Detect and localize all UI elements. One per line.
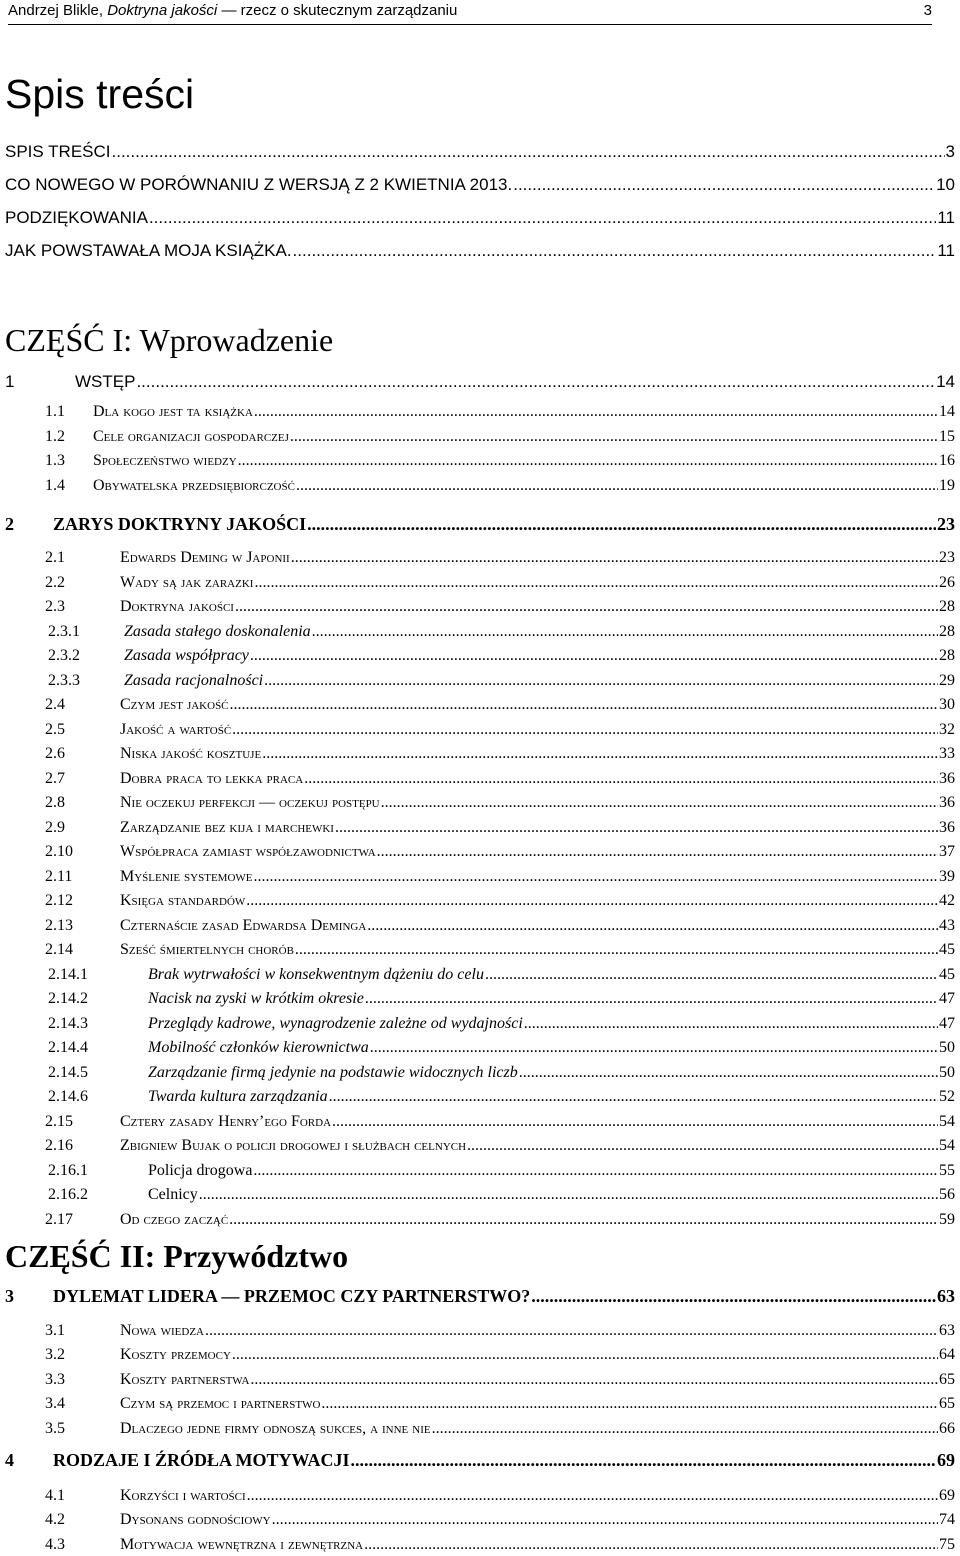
dot-leader: [485, 967, 938, 983]
toc-entry-number: 3.5: [45, 1419, 65, 1437]
toc-entry-number: 2.7: [45, 769, 65, 787]
dot-leader: [519, 1065, 938, 1081]
toc-entry[interactable]: [48, 624, 955, 640]
header-page-number: 3: [923, 2, 932, 19]
toc-entry[interactable]: [48, 648, 955, 664]
dot-leader: [254, 404, 938, 420]
toc-entry-number: 2.13: [45, 916, 73, 934]
toc-entry-number: 1.2: [45, 427, 65, 445]
toc-entry-number: 2.14.4: [48, 1039, 88, 1056]
toc-entry-number: 2.12: [45, 892, 73, 909]
toc-entry-number: 2: [5, 514, 14, 534]
dot-leader: [524, 1016, 938, 1032]
header-book-title: Doktryna jakości: [107, 2, 218, 19]
toc-entry[interactable]: [5, 1451, 955, 1469]
toc-entry[interactable]: [48, 967, 955, 983]
toc-entry-number: 3: [5, 1286, 14, 1306]
toc-entry[interactable]: [27, 550, 955, 566]
dot-leader: [370, 1040, 938, 1056]
toc-entry[interactable]: [48, 1065, 955, 1081]
toc-entry[interactable]: [27, 478, 955, 494]
dot-leader: [364, 1537, 938, 1553]
toc-entry[interactable]: [27, 429, 955, 445]
toc-entry[interactable]: [27, 869, 955, 885]
toc-entry-page: 14: [936, 372, 955, 391]
toc-entry-page: 39: [939, 867, 955, 885]
toc-entry-number: 2.14.5: [48, 1063, 88, 1081]
toc-entry-title: Dlaczego jedne firmy odnoszą sukces, a inne nie: [120, 1419, 431, 1437]
dot-leader: [304, 771, 938, 787]
toc-entry-page: 50: [939, 1063, 955, 1081]
toc-entry-number: 2.14: [45, 941, 73, 958]
toc-entry-page: 56: [939, 1186, 955, 1203]
toc-entry-page: 3: [945, 142, 955, 161]
toc-entry[interactable]: [27, 1396, 955, 1412]
dot-leader: [232, 1347, 938, 1363]
toc-entry-title: Korzyści i wartości: [120, 1487, 246, 1504]
toc-entry-number: 3.3: [45, 1370, 65, 1388]
toc-entry[interactable]: [27, 1347, 955, 1363]
toc-entry[interactable]: [27, 722, 955, 738]
toc-entry-page: 36: [939, 794, 955, 811]
dot-leader: [321, 1396, 938, 1412]
toc-entry[interactable]: [5, 242, 955, 259]
dot-leader: [246, 893, 938, 909]
header-subtitle: — rzecz o skutecznym zarządzaniu: [221, 2, 458, 19]
toc-entry-number: 2.9: [45, 818, 65, 836]
toc-entry-title: Zarządzanie firmą jedynie na podstawie widocznych liczb: [148, 1063, 518, 1081]
toc-entry-page: 16: [939, 452, 955, 470]
toc-entry[interactable]: [5, 515, 955, 533]
toc-entry-number: 3.2: [45, 1346, 65, 1364]
toc-entry-number: 3.1: [45, 1322, 65, 1339]
dot-leader: [229, 1212, 938, 1228]
part-1-heading: CZĘŚĆ I: Wprowadzenie: [5, 322, 334, 358]
toc-entry[interactable]: [27, 1488, 955, 1504]
toc-entry-title: Nowa wiedza: [120, 1322, 204, 1339]
toc-entry-title: Cztery zasady Henry’ego Forda: [120, 1112, 332, 1130]
toc-entry-title: Zasada współpracy: [124, 647, 249, 664]
toc-entry-number: 2.16: [45, 1137, 73, 1154]
dot-leader: [295, 942, 938, 958]
toc-entry-page: 33: [939, 745, 955, 762]
toc-entry[interactable]: [27, 1138, 955, 1154]
dot-leader: [293, 242, 937, 259]
toc-entry-number: 1: [5, 372, 15, 391]
dot-leader: [205, 1323, 938, 1339]
toc-entry-page: 32: [939, 720, 955, 738]
toc-entry[interactable]: [27, 1512, 955, 1528]
dot-leader: [272, 1512, 938, 1528]
toc-entry-page: 42: [939, 892, 955, 909]
toc-entry-title: RODZAJE I ŹRÓDŁA MOTYWACJI: [53, 1450, 350, 1470]
toc-entry-page: 19: [939, 476, 955, 494]
toc-entry[interactable]: [27, 453, 955, 469]
toc-entry-title: Twarda kultura zarządzania: [148, 1088, 328, 1105]
toc-entry-page: 14: [939, 403, 955, 420]
toc-entry-number: 2.14.3: [48, 1014, 88, 1032]
toc-entry[interactable]: [48, 1187, 955, 1203]
toc-entry-page: 37: [939, 843, 955, 860]
toc-entry-title: Motywacja wewnętrzna i zewnętrzna: [120, 1535, 364, 1553]
toc-entry-page: 45: [939, 965, 955, 983]
toc-entry[interactable]: [5, 143, 955, 160]
toc-entry-title: Przeglądy kadrowe, wynagrodzenie zależne od wydajności: [148, 1014, 523, 1032]
toc-entry-title: Koszty partnerstwa: [120, 1370, 250, 1388]
toc-entry-page: 43: [939, 916, 955, 934]
toc-entry-title: Dla kogo jest ta książka: [93, 403, 253, 420]
toc-entry-title: JAK POWSTAWAŁA MOJA KSIĄŻKA.: [5, 241, 292, 260]
toc-entry-title: Czym jest jakość: [120, 696, 229, 713]
toc-entry[interactable]: [27, 1212, 955, 1228]
toc-entry-page: 28: [939, 622, 955, 640]
toc-entry-page: 26: [939, 573, 955, 591]
part-2-heading: CZĘŚĆ II: Przywództwo: [5, 1238, 349, 1274]
toc-entry-title: Brak wytrwałości w konsekwentnym dążeniu do celu: [148, 965, 484, 983]
toc-entry-title: CO NOWEGO W PORÓWNANIU Z WERSJĄ Z 2 KWIETNIA 2013.: [5, 175, 513, 194]
toc-entry[interactable]: [27, 1323, 955, 1339]
toc-entry-page: 29: [939, 671, 955, 689]
dot-leader: [112, 143, 945, 160]
dot-leader: [312, 624, 938, 640]
toc-entry[interactable]: [48, 673, 955, 689]
toc-entry[interactable]: [27, 599, 955, 615]
dot-leader: [253, 1163, 938, 1179]
toc-entry-title: Policja drogowa: [148, 1161, 253, 1179]
toc-entry-page: 64: [939, 1346, 955, 1364]
toc-entry-page: 47: [939, 990, 955, 1007]
toc-entry-title: WSTĘP: [75, 372, 136, 391]
dot-leader: [235, 599, 938, 615]
dot-leader: [291, 550, 938, 566]
toc-entry-number: 1.3: [45, 452, 65, 470]
toc-entry-number: 1.4: [45, 476, 65, 494]
running-header: [8, 2, 932, 25]
toc-entry-number: 2.17: [45, 1210, 73, 1228]
toc-entry[interactable]: [27, 844, 955, 860]
toc-entry-title: Od czego zacząć: [120, 1210, 229, 1228]
dot-leader: [149, 209, 936, 226]
toc-entry-page: 11: [937, 241, 955, 260]
toc-entry-number: 2.1: [45, 549, 65, 566]
toc-entry-title: Celnicy: [148, 1186, 198, 1203]
toc-entry-page: 36: [939, 769, 955, 787]
dot-leader: [367, 918, 938, 934]
dot-leader: [513, 176, 935, 193]
toc-entry-page: 11: [937, 208, 955, 227]
toc-entry-page: 10: [936, 175, 955, 194]
toc-entry[interactable]: [48, 991, 955, 1007]
toc-entry-page: 65: [939, 1395, 955, 1413]
dot-leader: [254, 575, 938, 591]
dot-leader: [365, 991, 938, 1007]
toc-entry-title: Obywatelska przedsiębiorczość: [93, 476, 295, 494]
dot-leader: [335, 820, 938, 836]
dot-leader: [262, 746, 938, 762]
toc-entry-title: Koszty przemocy: [120, 1346, 231, 1364]
toc-entry[interactable]: [27, 746, 955, 762]
page-title: Spis treści: [5, 71, 195, 117]
dot-leader: [199, 1187, 938, 1203]
toc-entry-page: 69: [937, 1450, 955, 1470]
toc-entry-title: Czym są przemoc i partnerstwo: [120, 1395, 321, 1413]
toc-entry-page: 63: [937, 1286, 955, 1306]
toc-entry[interactable]: [27, 893, 955, 909]
toc-entry-number: 4.2: [45, 1511, 65, 1529]
toc-entry-number: 2.14.2: [48, 990, 88, 1007]
dot-leader: [432, 1421, 938, 1437]
dot-leader: [264, 673, 938, 689]
toc-entry-number: 2.16.1: [48, 1161, 88, 1179]
toc-entry[interactable]: [5, 176, 955, 193]
dot-leader: [307, 515, 936, 533]
dot-leader: [296, 478, 938, 494]
toc-entry-page: 52: [939, 1088, 955, 1105]
toc-entry-number: 2.5: [45, 720, 65, 738]
toc-entry-page: 55: [939, 1161, 955, 1179]
toc-entry-title: Wady są jak zarazki: [120, 573, 254, 591]
toc-entry-page: 15: [939, 427, 955, 445]
toc-entry-title: Księga standardów: [120, 892, 246, 909]
toc-entry-page: 69: [939, 1487, 955, 1504]
toc-entry-title: Nie oczekuj perfekcji — oczekuj postępu: [120, 794, 380, 811]
toc-entry-page: 23: [939, 549, 955, 566]
toc-entry-page: 30: [939, 696, 955, 713]
toc-entry-number: 2.3.3: [48, 671, 80, 689]
toc-entry-title: Zbigniew Bujak o policji drogowej i służbach celnych: [120, 1137, 467, 1154]
toc-entry-number: 2.16.2: [48, 1186, 88, 1203]
toc-entry[interactable]: [27, 918, 955, 934]
toc-entry[interactable]: [27, 1421, 955, 1437]
toc-entry-number: 2.14.1: [48, 965, 88, 983]
toc-entry-title: Zarządzanie bez kija i marchewki: [120, 818, 334, 836]
toc-entry-number: 4: [5, 1450, 14, 1470]
dot-leader: [290, 429, 938, 445]
toc-entry-number: 2.8: [45, 794, 65, 811]
toc-entry-number: 2.11: [45, 867, 73, 885]
toc-entry-title: ZARYS DOKTRYNY JAKOŚCI: [53, 514, 307, 534]
toc-entry-title: PODZIĘKOWANIA: [5, 208, 148, 227]
dot-leader: [247, 1488, 938, 1504]
toc-entry-title: Zasada stałego doskonalenia: [124, 622, 311, 640]
toc-entry[interactable]: [5, 209, 955, 226]
toc-entry-number: 2.3.1: [48, 622, 80, 640]
toc-entry[interactable]: [27, 1537, 955, 1553]
toc-entry[interactable]: [27, 820, 955, 836]
dot-leader: [230, 697, 938, 713]
toc-entry-page: 47: [939, 1014, 955, 1032]
toc-entry-page: 66: [939, 1419, 955, 1437]
dot-leader: [332, 1114, 938, 1130]
toc-entry-title: Niska jakość kosztuje: [120, 745, 262, 762]
toc-entry-title: Nacisk na zyski w krótkim okresie: [148, 990, 364, 1007]
dot-leader: [250, 648, 938, 664]
header-author: Andrzej Blikle,: [8, 2, 104, 19]
toc-entry-page: 65: [939, 1370, 955, 1388]
toc-entry-number: 2.3.2: [48, 647, 80, 664]
toc-entry-page: 59: [939, 1210, 955, 1228]
dot-leader: [467, 1138, 938, 1154]
toc-entry-title: Współpraca zamiast współzawodnictwa: [120, 843, 376, 860]
dot-leader: [381, 795, 938, 811]
toc-entry-title: Edwards Deming w Japonii: [120, 549, 290, 566]
toc-entry-title: SPIS TREŚCI: [5, 142, 111, 161]
dot-leader: [254, 869, 939, 885]
toc-entry-page: 74: [939, 1511, 955, 1529]
toc-entry[interactable]: [27, 575, 955, 591]
toc-entry-title: Doktryna jakości: [120, 598, 234, 615]
toc-entry-title: Cele organizacji gospodarczej: [93, 427, 289, 445]
toc-entry-page: 23: [937, 514, 955, 534]
toc-entry-number: 2.6: [45, 745, 65, 762]
dot-leader: [238, 453, 938, 469]
dot-leader: [250, 1372, 938, 1388]
toc-entry-number: 1.1: [45, 403, 65, 420]
toc-entry-title: Dysonans godnościowy: [120, 1511, 271, 1529]
dot-leader: [329, 1089, 938, 1105]
toc-entry-title: Czternaście zasad Edwardsa Deminga: [120, 916, 367, 934]
toc-entry-title: Społeczeństwo wiedzy: [93, 452, 237, 470]
toc-entry[interactable]: [27, 942, 955, 958]
toc-entry-number: 2.2: [45, 573, 65, 591]
toc-entry-page: 63: [939, 1322, 955, 1339]
header-text: [8, 2, 457, 19]
toc-entry[interactable]: [27, 795, 955, 811]
toc-entry[interactable]: [27, 404, 955, 420]
toc-entry-title: Myślenie systemowe: [120, 867, 253, 885]
dot-leader: [531, 1287, 936, 1305]
toc-entry-number: 4.1: [45, 1487, 65, 1504]
toc-entry-page: 45: [939, 941, 955, 958]
toc-entry-number: 3.4: [45, 1395, 65, 1413]
toc-entry[interactable]: [48, 1040, 955, 1056]
toc-entry[interactable]: [27, 1114, 955, 1130]
toc-entry-page: 54: [939, 1112, 955, 1130]
toc-entry[interactable]: [27, 1372, 955, 1388]
toc-entry[interactable]: [48, 1016, 955, 1032]
dot-leader: [232, 722, 938, 738]
toc-entry-number: 4.3: [45, 1535, 65, 1553]
toc-entry-number: 2.14.6: [48, 1088, 88, 1105]
toc-entry-page: 50: [939, 1039, 955, 1056]
toc-entry-number: 2.15: [45, 1112, 73, 1130]
toc-entry-page: 75: [939, 1535, 955, 1553]
toc-entry-number: 2.4: [45, 696, 65, 713]
toc-entry-number: 2.10: [45, 843, 73, 860]
dot-leader: [136, 373, 935, 390]
toc-entry-title: Mobilność członków kierownictwa: [148, 1039, 369, 1056]
toc-entry-title: Sześć śmiertelnych chorób: [120, 941, 294, 958]
dot-leader: [377, 844, 938, 860]
toc-entry-page: 28: [939, 598, 955, 615]
dot-leader: [351, 1451, 936, 1469]
toc-entry-number: 2.3: [45, 598, 65, 615]
toc-entry-title: Zasada racjonalności: [124, 671, 264, 689]
toc-entry[interactable]: [48, 1163, 955, 1179]
toc-entry-page: 54: [939, 1137, 955, 1154]
toc-entry-title: Dobra praca to lekka praca: [120, 769, 304, 787]
toc-entry-page: 28: [939, 647, 955, 664]
toc-entry[interactable]: [27, 697, 955, 713]
toc-entry[interactable]: [5, 373, 955, 390]
toc-entry-title: Jakość a wartość: [120, 720, 232, 738]
toc-entry[interactable]: [27, 771, 955, 787]
toc-entry[interactable]: [48, 1089, 955, 1105]
toc-entry[interactable]: [5, 1287, 955, 1305]
toc-entry-title: DYLEMAT LIDERA — PRZEMOC CZY PARTNERSTWO?: [53, 1286, 531, 1306]
toc-entry-page: 36: [939, 818, 955, 836]
